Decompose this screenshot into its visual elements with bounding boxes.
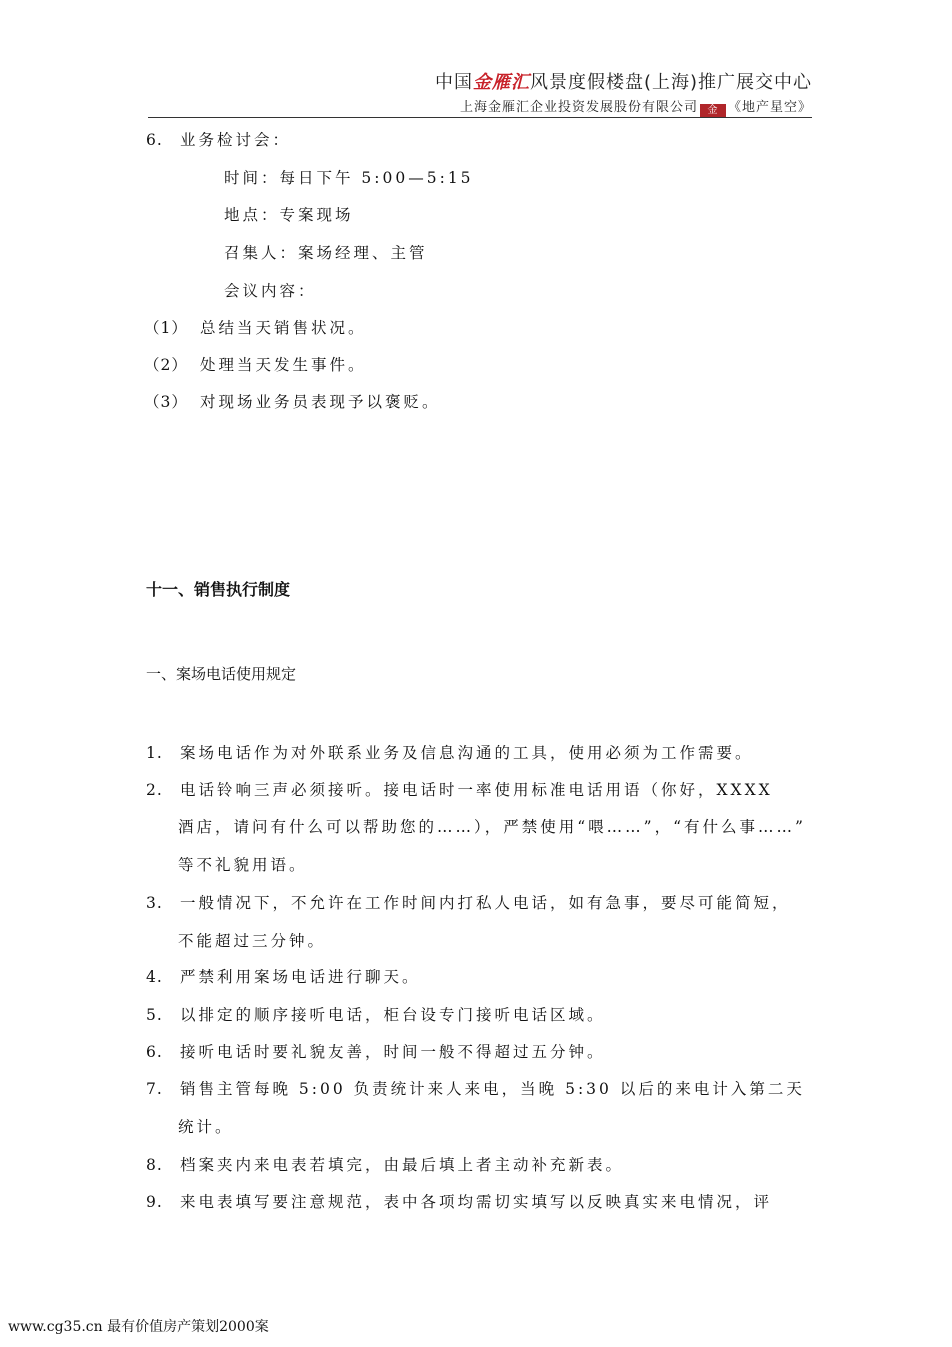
rule-item: 4. 严禁利用案场电话进行聊天。 [146,968,421,986]
rule-item: 8. 档案夹内来电表若填完，由最后填上者主动补充新表。 [146,1156,625,1174]
meeting-heading: 6. 业务检讨会： [146,131,292,149]
rule-continuation: 不能超过三分钟。 [178,932,327,950]
brand-logo-text: 金雁汇 [472,72,530,93]
rule-continuation: 等不礼貌用语。 [178,856,308,874]
subsection-title: 一、案场电话使用规定 [146,665,297,683]
page-footer: www.cg35.cn 最有价值房产策划2000案 [8,1319,269,1335]
rule-item: 7. 销售主管每晚 5:00 负责统计来人来电，当晚 5:30 以后的来电计入第二天 [146,1080,805,1098]
rule-item: 6. 接听电话时要礼貌友善，时间一般不得超过五分钟。 [146,1043,606,1061]
rule-item: 5. 以排定的顺序接听电话，柜台设专门接听电话区域。 [146,1006,606,1024]
meeting-item: （3） 对现场业务员表现予以褒贬。 [144,393,441,411]
rule-item: 9. 来电表填写要注意规范，表中各项均需切实填写以反映真实来电情况，评 [146,1193,773,1211]
header-divider [148,117,812,118]
meeting-place: 地点：专案现场 [224,206,354,224]
meeting-item: （2） 处理当天发生事件。 [144,356,367,374]
rule-item: 3. 一般情况下，不允许在工作时间内打私人电话，如有急事，要尽可能简短， [146,894,791,912]
header-title: 中国金雁汇风景度假楼盘(上海)推广展交中心 [434,72,812,93]
meeting-time: 时间：每日下午 5:00—5:15 [224,169,474,187]
page-header [372,68,812,118]
meeting-convener: 召集人：案场经理、主管 [224,244,428,262]
rule-item: 1. 案场电话作为对外联系业务及信息沟通的工具，使用必须为工作需要。 [146,744,754,762]
section-title: 十一、销售执行制度 [146,580,291,599]
mini-logo-icon: 金 [700,104,726,118]
meeting-content-label: 会议内容： [224,282,317,300]
rule-continuation: 酒店，请问有什么可以帮助您的……），严禁使用“喂……”，“有什么事……” [178,818,806,836]
rule-item: 2. 电话铃响三声必须接听。接电话时一率使用标准电话用语（你好，XXXX [146,781,773,799]
rule-continuation: 统计。 [178,1118,234,1136]
meeting-item: （1） 总结当天销售状况。 [144,319,367,337]
header-subtitle: 上海金雁汇企业投资发展股份有限公司 金 《地产星空》 [459,100,812,116]
